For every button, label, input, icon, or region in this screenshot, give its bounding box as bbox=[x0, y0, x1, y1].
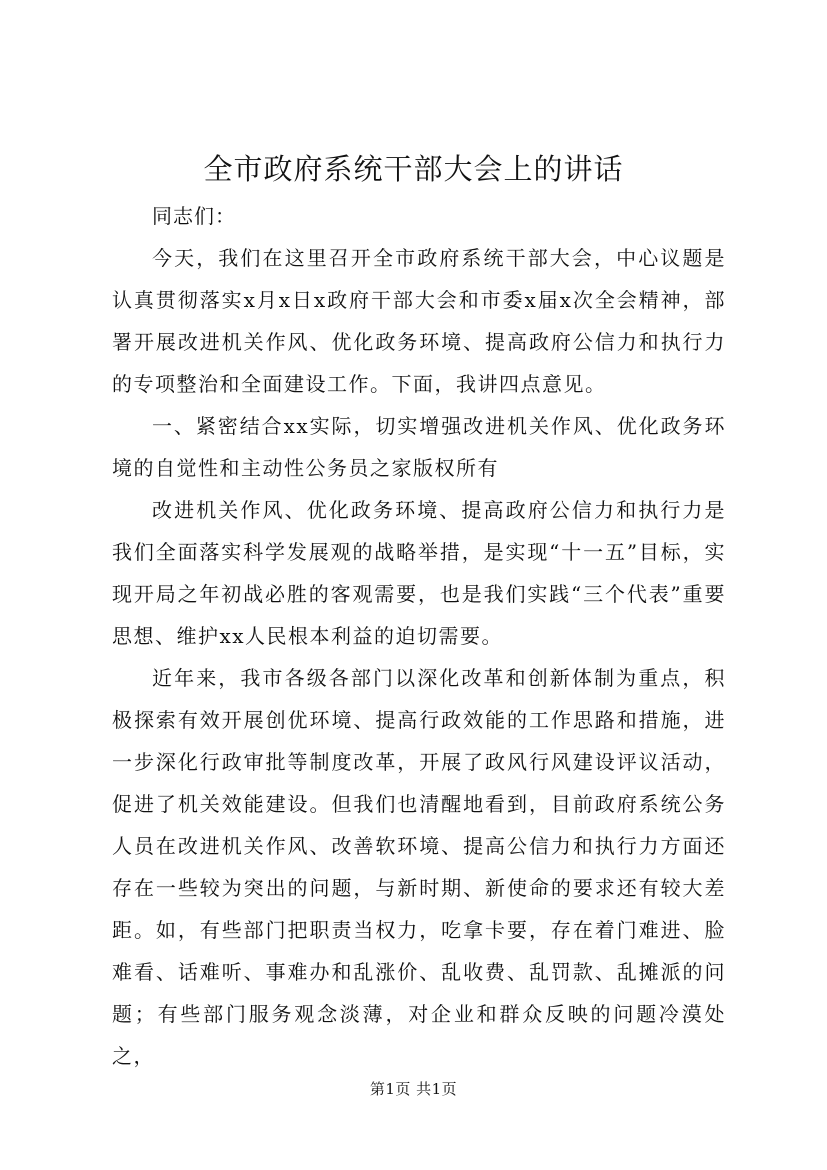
body-paragraph: 改进机关作风、优化政务环境、提高政府公信力和执行力是我们全面落实科学发展观的战略举措，是实现“十一五”目标，实现开局之年初战必胜的客观需要，也是我们实践“三个代表”重要思想、维护xx人民根本利益的迫切需要。 bbox=[112, 498, 726, 648]
body-paragraph: 近年来，我市各级各部门以深化改革和创新体制为重点，积极探索有效开展创优环境、提高行政效能的工作思路和措施，进一步深化行政审批等制度改革，开展了政风行风建设评议活动，促进了机关效能建设。但我们也清醒地看到，目前政府系统公务人员在改进机关作风、改善软环境、提高公信力和执行力方面还存在一些较为突出的问题，与新时期、新使命的要求还有较大差距。如，有些部门把职责当权力，吃拿卡要，存在着门难进、脸难看、话难听、事难办和乱涨价、乱收费、乱罚款、乱摊派的问题；有些部门服务观念淡薄，对企业和群众反映的问题冷漠处之， bbox=[112, 666, 726, 1068]
section-heading-paragraph: 一、紧密结合xx实际，切实增强改进机关作风、优化政务环境的自觉性和主动性公务员之家版权所有 bbox=[112, 414, 726, 480]
document-title: 全市政府系统干部大会上的讲话 bbox=[203, 152, 624, 186]
page-footer: 第1页 共1页 bbox=[369, 1080, 458, 1098]
salutation-paragraph: 同志们： bbox=[152, 204, 236, 228]
body-paragraph: 今天，我们在这里召开全市政府系统干部大会，中心议题是认真贯彻落实x月x日x政府干部大会和市委x届x次全会精神，部署开展改进机关作风、优化政务环境、提高政府公信力和执行力的专项整治和全面建设工作。下面，我讲四点意见。 bbox=[112, 246, 726, 396]
document-body bbox=[112, 195, 726, 1077]
